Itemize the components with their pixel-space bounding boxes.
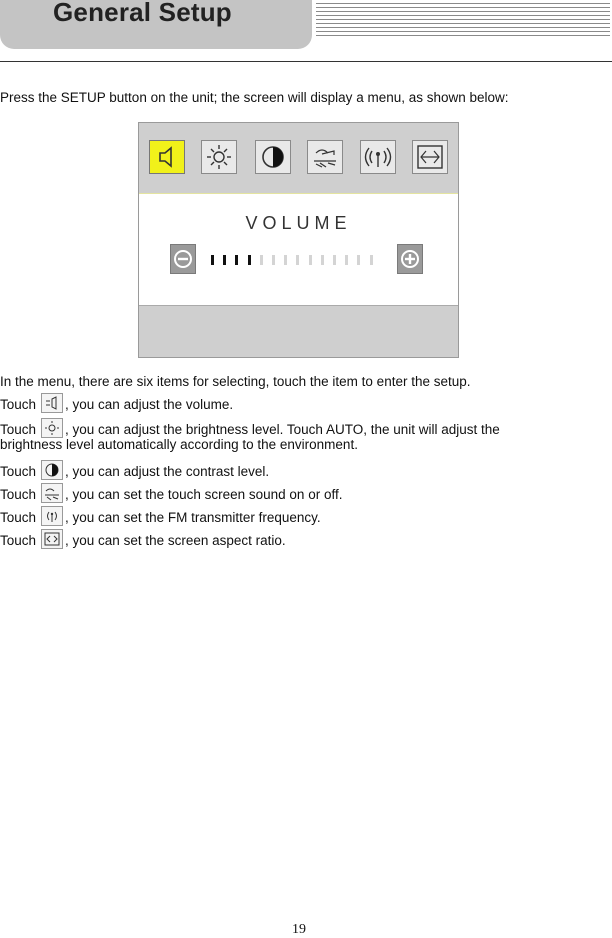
- touch-item-fm: [0, 506, 321, 526]
- volume-tick: [296, 255, 299, 265]
- sound-icon: [307, 140, 343, 174]
- touch-label: Touch: [0, 510, 37, 525]
- plus-icon: [397, 244, 423, 274]
- aspect-ratio-icon: [412, 140, 448, 174]
- touch-item-text: , you can adjust the brightness level. Touch AUTO, the unit will adjust the: [65, 422, 500, 437]
- page-number: 19: [292, 922, 306, 937]
- sun-icon: [41, 418, 63, 438]
- volume-tick: [272, 255, 275, 265]
- touch-item-volume: [0, 393, 233, 413]
- volume-tick: [321, 255, 324, 265]
- touch-label: Touch: [0, 397, 37, 412]
- menu-footer-panel: [139, 305, 458, 357]
- header-divider: [0, 61, 612, 62]
- menu-title: VOLUME: [245, 213, 352, 233]
- minus-icon: [170, 244, 196, 274]
- volume-tick: [345, 255, 348, 265]
- volume-tick: [333, 255, 336, 265]
- header-decorative-lines: [316, 3, 610, 39]
- touch-item-contrast: [0, 460, 269, 480]
- touch-item-text: , you can adjust the volume.: [65, 397, 234, 412]
- volume-tick: [284, 255, 287, 265]
- fm-transmitter-icon: [41, 506, 63, 526]
- brightness-continuation: brightness level automatically according to the environment.: [0, 437, 358, 452]
- volume-tick: [223, 255, 226, 265]
- touch-item-brightness: [0, 418, 598, 438]
- touch-item-text: , you can set the touch screen sound on or off.: [65, 487, 343, 502]
- touch-item-text: , you can adjust the contrast level.: [65, 464, 270, 479]
- speaker-icon: [149, 140, 185, 174]
- touch-label: Touch: [0, 487, 37, 502]
- menu-icon-bar: [139, 123, 458, 194]
- volume-tick: [309, 255, 312, 265]
- aspect-ratio-icon: [41, 529, 63, 549]
- contrast-icon: [41, 460, 63, 480]
- volume-tick: [260, 255, 263, 265]
- header-tab: [0, 0, 312, 49]
- volume-tick: [370, 255, 373, 265]
- sun-icon: [201, 140, 237, 174]
- speaker-icon: [41, 393, 63, 413]
- volume-tick: [235, 255, 238, 265]
- setup-menu-figure: [138, 122, 459, 358]
- touch-item-sound: [0, 483, 342, 503]
- volume-tick: [357, 255, 360, 265]
- touch-label: Touch: [0, 464, 37, 479]
- touch-label: Touch: [0, 533, 37, 548]
- volume-tick: [248, 255, 251, 265]
- contrast-icon: [255, 140, 291, 174]
- sound-icon: [41, 483, 63, 503]
- touch-label: Touch: [0, 422, 37, 437]
- intro-paragraph: Press the SETUP button on the unit; the screen will display a menu, as shown below:: [0, 90, 509, 105]
- volume-tick: [211, 255, 214, 265]
- section-title: General Setup: [53, 0, 232, 27]
- touch-item-aspect: [0, 529, 286, 549]
- menu-description: In the menu, there are six items for selecting, touch the item to enter the setup.: [0, 374, 471, 389]
- touch-item-text: , you can set the FM transmitter frequency.: [65, 510, 321, 525]
- fm-transmitter-icon: [360, 140, 396, 174]
- touch-item-text: , you can set the screen aspect ratio.: [65, 533, 286, 548]
